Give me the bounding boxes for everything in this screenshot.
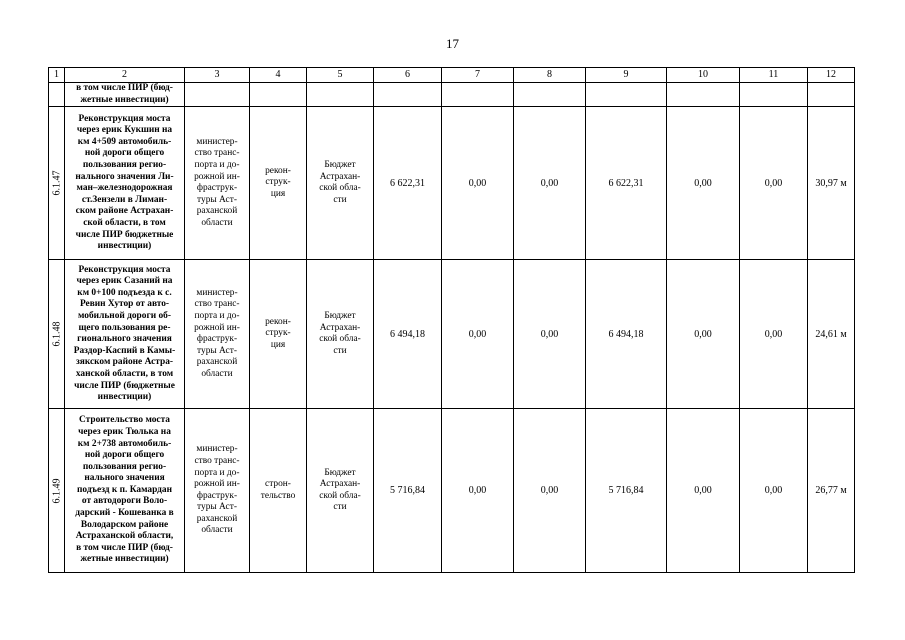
text-line: ст.Зензели в Лиман- xyxy=(81,194,168,205)
text-line: жетные инвестиции) xyxy=(80,94,169,105)
value-cell-col10: 0,00 xyxy=(667,260,740,409)
value-cell-col11: 0,00 xyxy=(740,260,808,409)
header-cell: 10 xyxy=(667,68,740,83)
header-cell: 2 xyxy=(65,68,185,83)
table-row xyxy=(49,409,855,573)
text-line: раханской xyxy=(196,513,238,524)
text-line: щего пользования ре- xyxy=(78,322,171,333)
header-cell: 5 xyxy=(307,68,374,83)
text-line: ство транс- xyxy=(194,455,240,466)
value-cell-col10: 0,00 xyxy=(667,409,740,573)
text-line: рекон- xyxy=(265,316,291,327)
empty-cell xyxy=(442,83,514,107)
object-name-cell xyxy=(65,260,185,409)
text-line: от автодороги Воло- xyxy=(81,496,168,507)
text-line: Астраханской области, xyxy=(75,531,174,542)
value-cell-col9: 6 494,18 xyxy=(586,260,667,409)
text-line: рожной ин- xyxy=(194,479,240,490)
text-line: Астрахан- xyxy=(319,479,361,490)
row-number: 6.1.49 xyxy=(51,478,62,504)
text-line: Раздор-Каспий в Камы- xyxy=(73,345,176,356)
text-line: Бюджет xyxy=(324,311,356,321)
text-line: области xyxy=(201,525,233,536)
value-cell-col7: 0,00 xyxy=(442,260,514,409)
budget-table xyxy=(48,67,855,573)
text-line: рекон- xyxy=(265,165,291,176)
row-number-cell xyxy=(49,107,65,260)
value-cell-col6: 6 622,31 xyxy=(374,107,442,260)
text-line: ство транс- xyxy=(194,299,240,310)
row-number-cell xyxy=(49,409,65,573)
text-line: фраструк- xyxy=(196,490,238,501)
text-line: ской обла- xyxy=(319,183,361,194)
text-line: министер- xyxy=(196,287,238,298)
text-line: ство транс- xyxy=(194,148,240,159)
value-cell-col11: 0,00 xyxy=(740,409,808,573)
text-line: строн- xyxy=(265,479,291,490)
header-cell: 11 xyxy=(740,68,808,83)
header-cell: 8 xyxy=(514,68,586,83)
text-line: ция xyxy=(270,188,286,199)
text-line: Володарском районе xyxy=(80,519,169,530)
text-line: инвестиции) xyxy=(97,241,152,252)
text-line: Реконструкция моста xyxy=(78,113,171,124)
row-number-cell xyxy=(49,260,65,409)
text-line: пользования регио- xyxy=(82,461,167,472)
text-line: министер- xyxy=(196,136,238,147)
value-cell-col8: 0,00 xyxy=(514,409,586,573)
value-cell-col11: 0,00 xyxy=(740,107,808,260)
text-line: жетные инвестиции) xyxy=(80,554,169,565)
object-name-cell xyxy=(65,107,185,260)
text-line: порта и до- xyxy=(194,160,240,170)
header-cell: 12 xyxy=(808,68,855,83)
text-line: Астрахан- xyxy=(319,322,361,333)
text-line: струк- xyxy=(265,328,291,339)
text-line: Строительство моста xyxy=(79,415,170,426)
text-line: Ревин Хутор от авто- xyxy=(79,299,170,310)
header-row xyxy=(49,68,855,83)
text-line: ском районе Астрахан- xyxy=(75,206,174,217)
empty-cell xyxy=(808,83,855,107)
empty-cell xyxy=(740,83,808,107)
text-line: раханской xyxy=(196,357,238,368)
text-line: инвестиции) xyxy=(97,392,152,403)
work-type-cell xyxy=(250,107,307,260)
value-cell-col8: 0,00 xyxy=(514,107,586,260)
continuation-text xyxy=(65,83,185,107)
text-line: Бюджет xyxy=(324,160,356,170)
work-type-cell xyxy=(250,260,307,409)
text-line: ной дороги общего xyxy=(84,148,165,159)
text-line: нального значения xyxy=(84,473,165,484)
text-line: рожной ин- xyxy=(194,171,240,182)
text-line: в том числе ПИР (бюд- xyxy=(76,542,173,553)
text-line: км 4+509 автомобиль- xyxy=(77,136,172,147)
text-line: Бюджет xyxy=(324,467,356,478)
text-line: подъезд к п. Камардан xyxy=(77,484,172,495)
text-line: гионального значения xyxy=(77,334,172,345)
header-cell: 9 xyxy=(586,68,667,83)
funding-source-cell xyxy=(307,260,374,409)
text-line: ной дороги общего xyxy=(84,450,165,461)
executor-cell xyxy=(185,107,250,260)
page-number: 17 xyxy=(446,36,459,51)
text-line: фраструк- xyxy=(196,334,238,345)
value-cell-col8: 0,00 xyxy=(514,260,586,409)
text-line: области xyxy=(201,368,233,379)
empty-cell xyxy=(250,83,307,107)
empty-cell xyxy=(49,83,65,107)
work-type-cell xyxy=(250,409,307,573)
row-number: 6.1.48 xyxy=(51,321,62,347)
text-line: области xyxy=(201,217,233,228)
empty-cell xyxy=(374,83,442,107)
text-line: мобильной дороги об- xyxy=(78,311,171,321)
header-cell: 7 xyxy=(442,68,514,83)
text-line: сти xyxy=(333,194,347,205)
empty-cell xyxy=(307,83,374,107)
text-line: через ерик Тюлька на xyxy=(78,426,171,437)
value-cell-col12: 30,97 м xyxy=(808,107,855,260)
executor-cell xyxy=(185,260,250,409)
text-line: числе ПИР бюджетные xyxy=(75,229,174,240)
table-row xyxy=(49,107,855,260)
text-line: в том числе ПИР (бюд- xyxy=(76,83,173,93)
text-line: министер- xyxy=(196,444,238,455)
text-line: через ерик Кукшин на xyxy=(76,125,173,136)
text-line: ской обла- xyxy=(319,490,361,501)
funding-source-cell xyxy=(307,107,374,260)
text-line: зякском районе Астра- xyxy=(75,357,174,368)
text-line: сти xyxy=(333,502,347,513)
empty-cell xyxy=(667,83,740,107)
value-cell-col9: 5 716,84 xyxy=(586,409,667,573)
value-cell-col12: 26,77 м xyxy=(808,409,855,573)
text-line: пользования регио- xyxy=(82,160,167,170)
text-line: нального значения Ли- xyxy=(75,171,174,182)
text-line: струк- xyxy=(265,177,291,188)
text-line: рожной ин- xyxy=(194,322,240,333)
text-line: порта и до- xyxy=(194,311,240,321)
text-line: тельство xyxy=(260,490,296,501)
empty-cell xyxy=(185,83,250,107)
text-line: через ерик Сазаний на xyxy=(76,276,173,287)
text-line: порта и до- xyxy=(194,467,240,478)
text-line: Астрахан- xyxy=(319,171,361,182)
value-cell-col12: 24,61 м xyxy=(808,260,855,409)
value-cell-col7: 0,00 xyxy=(442,409,514,573)
text-line: ханской области, в том xyxy=(75,368,174,379)
text-line: ской области, в том xyxy=(83,217,166,228)
value-cell-col6: 5 716,84 xyxy=(374,409,442,573)
value-cell-col7: 0,00 xyxy=(442,107,514,260)
text-line: ской обла- xyxy=(319,334,361,345)
empty-cell xyxy=(586,83,667,107)
text-line: ция xyxy=(270,339,286,350)
object-name-cell xyxy=(65,409,185,573)
text-line: туры Аст- xyxy=(197,502,237,513)
text-line: Реконструкция моста xyxy=(78,264,171,275)
text-line: туры Аст- xyxy=(197,194,237,205)
text-line: сти xyxy=(333,345,347,356)
continuation-row xyxy=(49,83,855,107)
table-row xyxy=(49,260,855,409)
text-line: ман–железнодорожная xyxy=(76,183,173,194)
header-cell: 1 xyxy=(49,68,65,83)
text-line: раханской xyxy=(196,206,238,217)
value-cell-col10: 0,00 xyxy=(667,107,740,260)
text-line: км 2+738 автомобиль- xyxy=(77,438,172,449)
header-cell: 4 xyxy=(250,68,307,83)
value-cell-col9: 6 622,31 xyxy=(586,107,667,260)
empty-cell xyxy=(514,83,586,107)
text-line: туры Аст- xyxy=(197,345,237,356)
text-line: фраструк- xyxy=(196,183,238,194)
executor-cell xyxy=(185,409,250,573)
value-cell-col6: 6 494,18 xyxy=(374,260,442,409)
row-number: 6.1.47 xyxy=(51,170,62,196)
header-cell: 6 xyxy=(374,68,442,83)
header-cell: 3 xyxy=(185,68,250,83)
text-line: дарский - Кошеванка в xyxy=(75,508,174,519)
funding-source-cell xyxy=(307,409,374,573)
text-line: км 0+100 подъезда к с. xyxy=(77,287,172,298)
text-line: числе ПИР (бюджетные xyxy=(74,380,175,391)
